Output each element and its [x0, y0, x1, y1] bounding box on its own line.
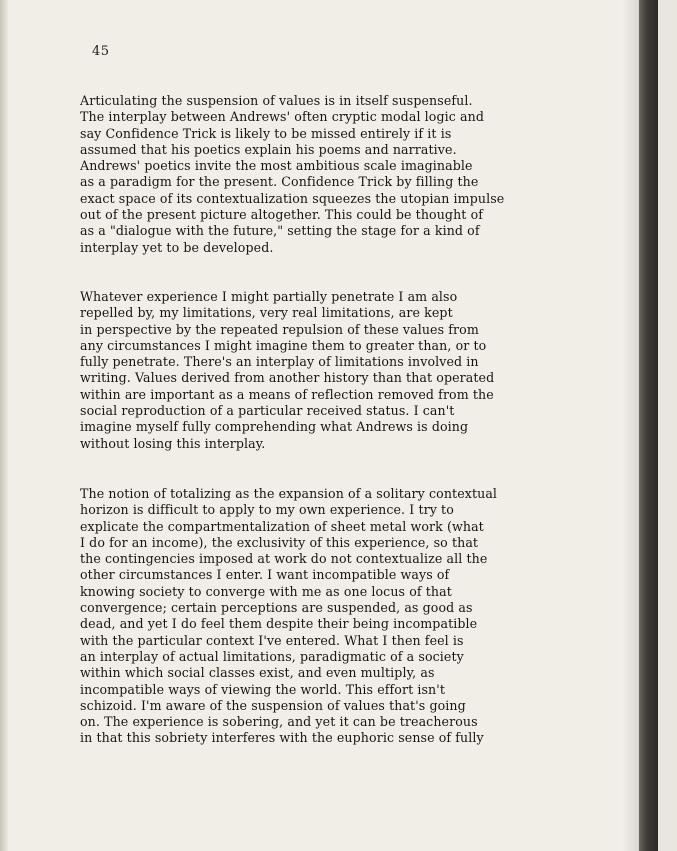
text-line: convergence; certain perceptions are suspended, as good as — [80, 600, 473, 616]
text-line: as a paradigm for the present. Confidence Trick by filling the — [80, 174, 479, 190]
text-line: out of the present picture altogether. This could be thought of — [80, 207, 484, 223]
text-line: incompatible ways of viewing the world. This effort isn't — [80, 681, 445, 697]
text-line: explicate the compartmentalization of sheet metal work (what — [80, 518, 484, 534]
paragraph-2 — [80, 289, 640, 452]
text-line: Articulating the suspension of values is in itself suspenseful. — [80, 93, 473, 108]
text-line: within are important as a means of reflection removed from the — [80, 386, 494, 402]
paragraph-1 — [80, 93, 640, 256]
text-line: other circumstances I enter. I want incompatible ways of — [80, 567, 450, 583]
text-line: fully penetrate. There's an interplay of limitations involved in — [80, 354, 479, 370]
text-line: say Confidence Trick is likely to be missed entirely if it is — [80, 125, 452, 141]
text-line: I do for an income), the exclusivity of this experience, so that — [80, 534, 479, 550]
text-line: without losing this interplay. — [80, 435, 266, 451]
text-line: Andrews' poetics invite the most ambitious scale imaginable — [80, 158, 473, 174]
paragraph-3 — [80, 486, 640, 747]
text-line: The notion of totalizing as the expansion of a solitary contextual — [80, 486, 498, 501]
book-spine — [639, 0, 658, 851]
text-line: dead, and yet I do feel them despite their being incompatible — [80, 616, 478, 632]
text-line: Whatever experience I might partially penetrate I am also — [80, 289, 458, 304]
text-line: the contingencies imposed at work do not contextualize all the — [80, 551, 488, 567]
text-line: in that this sobriety interferes with the euphoric sense of fully — [80, 730, 484, 746]
text-line: horizon is difficult to apply to my own experience. I try to — [80, 502, 454, 518]
text-line: schizoid. I'm aware of the suspension of values that's going — [80, 697, 466, 713]
text-line: as a "dialogue with the future," setting the stage for a kind of — [80, 223, 480, 239]
text-line: The interplay between Andrews' often cryptic modal logic and — [80, 109, 485, 125]
scan-left-edge — [0, 0, 8, 851]
text-line: in perspective by the repeated repulsion of these values from — [80, 321, 479, 337]
text-line: assumed that his poetics explain his poems and narrative. — [80, 141, 457, 157]
text-line: interplay yet to be developed. — [80, 239, 274, 255]
text-line: social reproduction of a particular received status. I can't — [80, 403, 455, 419]
text-line: repelled by, my limitations, very real limitations, are kept — [80, 305, 453, 321]
page-number: 45 — [92, 44, 110, 59]
book-page — [8, 0, 658, 851]
text-line: knowing society to converge with me as one locus of that — [80, 583, 452, 599]
text-line: on. The experience is sobering, and yet it can be treacherous — [80, 714, 478, 730]
text-line: within which social classes exist, and even multiply, as — [80, 665, 435, 681]
text-line: imagine myself fully comprehending what Andrews is doing — [80, 419, 469, 435]
text-line: writing. Values derived from another history than that operated — [80, 370, 495, 386]
text-line: an interplay of actual limitations, paradigmatic of a society — [80, 648, 464, 664]
text-line: any circumstances I might imagine them to greater than, or to — [80, 337, 487, 353]
text-line: exact space of its contextualization squeezes the utopian impulse — [80, 190, 505, 206]
text-line: with the particular context I've entered. What I then feel is — [80, 632, 464, 648]
